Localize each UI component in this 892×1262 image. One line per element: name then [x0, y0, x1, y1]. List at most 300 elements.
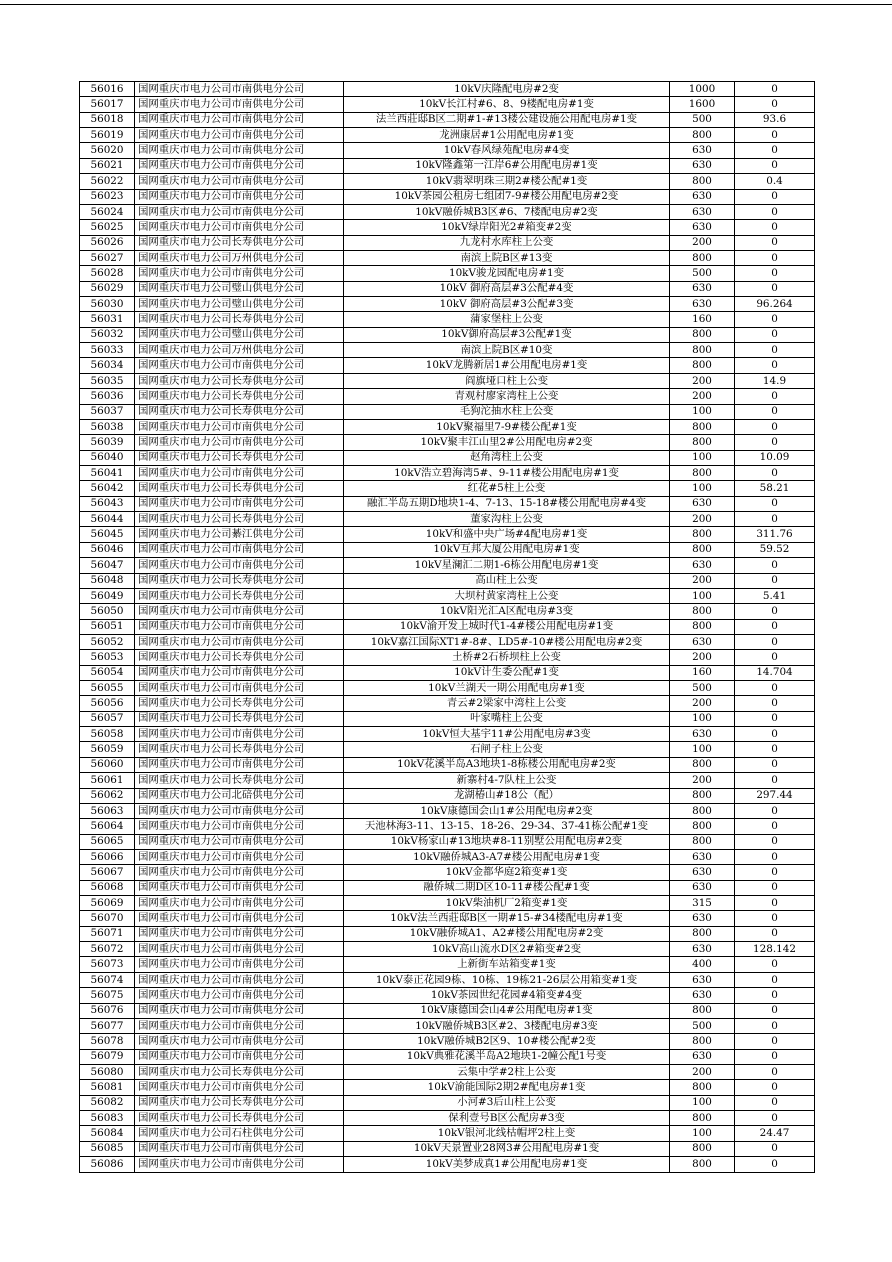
- company-cell: 国网重庆市电力公司长寿供电分公司: [135, 404, 344, 419]
- transformer-name-cell: 10kV嘉江国际XT1#-8#、LD5#-10#楼公用配电房#2变: [344, 634, 670, 649]
- transformer-name-cell: 董家沟柱上公变: [344, 512, 670, 527]
- row-id-cell: 56071: [80, 926, 135, 941]
- row-id-cell: 56019: [80, 128, 135, 143]
- company-cell: 国网重庆市电力公司市南供电分公司: [135, 1049, 344, 1064]
- row-id-cell: 56070: [80, 911, 135, 926]
- company-cell: 国网重庆市电力公司市南供电分公司: [135, 865, 344, 880]
- capacity-cell: 200: [670, 512, 735, 527]
- capacity-cell: 800: [670, 1111, 735, 1126]
- transformer-name-cell: 10kV长江村#6、8、9楼配电房#1变: [344, 97, 670, 112]
- table-row: [80, 942, 815, 957]
- capacity-cell: 800: [670, 542, 735, 557]
- capacity-cell: 630: [670, 297, 735, 312]
- capacity-cell: 160: [670, 665, 735, 680]
- table-row: [80, 1003, 815, 1018]
- transformer-name-cell: 10kV融侨城B3区#6、7楼配电房#2变: [344, 204, 670, 219]
- capacity-cell: 500: [670, 112, 735, 127]
- table-row: [80, 865, 815, 880]
- row-id-cell: 56018: [80, 112, 135, 127]
- table-row: [80, 604, 815, 619]
- company-cell: 国网重庆市电力公司市南供电分公司: [135, 358, 344, 373]
- row-id-cell: 56033: [80, 343, 135, 358]
- company-cell: 国网重庆市电力公司长寿供电分公司: [135, 373, 344, 388]
- table-row: [80, 727, 815, 742]
- company-cell: 国网重庆市电力公司市南供电分公司: [135, 665, 344, 680]
- value-cell: 0: [735, 358, 815, 373]
- value-cell: 10.09: [735, 450, 815, 465]
- transformer-name-cell: 10kV金都华庭2箱变#1变: [344, 865, 670, 880]
- row-id-cell: 56039: [80, 435, 135, 450]
- transformer-name-cell: 10kV恒大基宇11#公用配电房#3变: [344, 727, 670, 742]
- value-cell: 93.6: [735, 112, 815, 127]
- transformer-name-cell: 10kV翡翠明珠三期2#楼公配#1变: [344, 174, 670, 189]
- transformer-name-cell: 10kV 御府高层#3公配#4变: [344, 281, 670, 296]
- transformer-name-cell: 10kV融侨城B2区9、10#楼公配#2变: [344, 1034, 670, 1049]
- table-row: [80, 803, 815, 818]
- value-cell: 0: [735, 327, 815, 342]
- row-id-cell: 56086: [80, 1157, 135, 1172]
- row-id-cell: 56046: [80, 542, 135, 557]
- value-cell: 0: [735, 1157, 815, 1172]
- transformer-table: [79, 81, 815, 1173]
- value-cell: 0: [735, 681, 815, 696]
- value-cell: 0.4: [735, 174, 815, 189]
- row-id-cell: 56077: [80, 1018, 135, 1033]
- company-cell: 国网重庆市电力公司市南供电分公司: [135, 1018, 344, 1033]
- table-row: [80, 1111, 815, 1126]
- company-cell: 国网重庆市电力公司璧山供电分公司: [135, 327, 344, 342]
- table-row: [80, 819, 815, 834]
- company-cell: 国网重庆市电力公司市南供电分公司: [135, 558, 344, 573]
- company-cell: 国网重庆市电力公司市南供电分公司: [135, 204, 344, 219]
- company-cell: 国网重庆市电力公司市南供电分公司: [135, 542, 344, 557]
- capacity-cell: 500: [670, 1018, 735, 1033]
- transformer-name-cell: 青观村廖家湾柱上公变: [344, 389, 670, 404]
- transformer-name-cell: 10kV聚福里7-9#楼公配#1变: [344, 419, 670, 434]
- table-row: [80, 435, 815, 450]
- table-row: [80, 558, 815, 573]
- table-row: [80, 327, 815, 342]
- row-id-cell: 56045: [80, 527, 135, 542]
- row-id-cell: 56068: [80, 880, 135, 895]
- transformer-name-cell: 叶家嘴柱上公变: [344, 711, 670, 726]
- row-id-cell: 56043: [80, 496, 135, 511]
- transformer-name-cell: 10kV骏龙园配电房#1变: [344, 266, 670, 281]
- transformer-name-cell: 10kV美梦成真1#公用配电房#1变: [344, 1157, 670, 1172]
- company-cell: 国网重庆市电力公司长寿供电分公司: [135, 450, 344, 465]
- value-cell: 0: [735, 1034, 815, 1049]
- table-row: [80, 972, 815, 987]
- table-row: [80, 174, 815, 189]
- capacity-cell: 630: [670, 988, 735, 1003]
- capacity-cell: 630: [670, 865, 735, 880]
- capacity-cell: 800: [670, 1141, 735, 1156]
- row-id-cell: 56028: [80, 266, 135, 281]
- company-cell: 国网重庆市电力公司市南供电分公司: [135, 849, 344, 864]
- company-cell: 国网重庆市电力公司璧山供电分公司: [135, 297, 344, 312]
- row-id-cell: 56082: [80, 1095, 135, 1110]
- table-row: [80, 681, 815, 696]
- transformer-name-cell: 10kV融侨城B3区#2、3楼配电房#3变: [344, 1018, 670, 1033]
- company-cell: 国网重庆市电力公司市南供电分公司: [135, 757, 344, 772]
- transformer-name-cell: 红花#5柱上公变: [344, 481, 670, 496]
- capacity-cell: 800: [670, 435, 735, 450]
- row-id-cell: 56073: [80, 957, 135, 972]
- capacity-cell: 630: [670, 727, 735, 742]
- table-row: [80, 143, 815, 158]
- company-cell: 国网重庆市电力公司市南供电分公司: [135, 143, 344, 158]
- transformer-name-cell: 大坝村黄家湾柱上公变: [344, 588, 670, 603]
- transformer-name-cell: 10kV典雅花溪半岛A2地块1-2幢公配1号变: [344, 1049, 670, 1064]
- value-cell: 0: [735, 312, 815, 327]
- transformer-name-cell: 10kV绿岸阳光2#箱变#2变: [344, 220, 670, 235]
- value-cell: 0: [735, 634, 815, 649]
- capacity-cell: 630: [670, 204, 735, 219]
- company-cell: 国网重庆市电力公司市南供电分公司: [135, 942, 344, 957]
- table-row: [80, 389, 815, 404]
- capacity-cell: 200: [670, 573, 735, 588]
- company-cell: 国网重庆市电力公司长寿供电分公司: [135, 481, 344, 496]
- capacity-cell: 800: [670, 788, 735, 803]
- row-id-cell: 56023: [80, 189, 135, 204]
- capacity-cell: 800: [670, 1080, 735, 1095]
- transformer-name-cell: 10kV柴油机厂2箱变#1变: [344, 896, 670, 911]
- capacity-cell: 100: [670, 588, 735, 603]
- capacity-cell: 100: [670, 1095, 735, 1110]
- transformer-name-cell: 保利壹号B区公配房#3变: [344, 1111, 670, 1126]
- table-row: [80, 1126, 815, 1141]
- company-cell: 国网重庆市电力公司市南供电分公司: [135, 926, 344, 941]
- capacity-cell: 630: [670, 189, 735, 204]
- company-cell: 国网重庆市电力公司市南供电分公司: [135, 128, 344, 143]
- company-cell: 国网重庆市电力公司长寿供电分公司: [135, 773, 344, 788]
- capacity-cell: 630: [670, 911, 735, 926]
- table-row: [80, 788, 815, 803]
- row-id-cell: 56021: [80, 158, 135, 173]
- table-row: [80, 527, 815, 542]
- value-cell: 0: [735, 128, 815, 143]
- value-cell: 0: [735, 465, 815, 480]
- transformer-name-cell: 10kV茶园公租房七组团7-9#楼公用配电房#2变: [344, 189, 670, 204]
- capacity-cell: 100: [670, 404, 735, 419]
- row-id-cell: 56031: [80, 312, 135, 327]
- row-id-cell: 56040: [80, 450, 135, 465]
- table-row: [80, 849, 815, 864]
- capacity-cell: 800: [670, 174, 735, 189]
- value-cell: 0: [735, 558, 815, 573]
- company-cell: 国网重庆市电力公司市南供电分公司: [135, 957, 344, 972]
- capacity-cell: 100: [670, 711, 735, 726]
- value-cell: 0: [735, 281, 815, 296]
- capacity-cell: 1600: [670, 97, 735, 112]
- transformer-name-cell: 10kV茶园世纪花园#4箱变#4变: [344, 988, 670, 1003]
- capacity-cell: 200: [670, 650, 735, 665]
- table-row: [80, 880, 815, 895]
- capacity-cell: 100: [670, 742, 735, 757]
- capacity-cell: 500: [670, 266, 735, 281]
- capacity-cell: 800: [670, 1003, 735, 1018]
- value-cell: 0: [735, 97, 815, 112]
- company-cell: 国网重庆市电力公司市南供电分公司: [135, 189, 344, 204]
- row-id-cell: 56069: [80, 896, 135, 911]
- transformer-name-cell: 青云#2梁家中湾柱上公变: [344, 696, 670, 711]
- transformer-name-cell: 10kV银河北线枯帽坪2柱上变: [344, 1126, 670, 1141]
- table-row: [80, 588, 815, 603]
- capacity-cell: 630: [670, 143, 735, 158]
- capacity-cell: 800: [670, 419, 735, 434]
- value-cell: 24.47: [735, 1126, 815, 1141]
- table-row: [80, 204, 815, 219]
- transformer-name-cell: 10kV融侨城A1、A2#楼公用配电房#2变: [344, 926, 670, 941]
- value-cell: 0: [735, 266, 815, 281]
- capacity-cell: 800: [670, 527, 735, 542]
- value-cell: 0: [735, 711, 815, 726]
- value-cell: 0: [735, 220, 815, 235]
- value-cell: 5.41: [735, 588, 815, 603]
- transformer-name-cell: 10kV渝开发上城时代1-4#楼公用配电房#1变: [344, 619, 670, 634]
- capacity-cell: 800: [670, 757, 735, 772]
- value-cell: 58.21: [735, 481, 815, 496]
- value-cell: 0: [735, 250, 815, 265]
- transformer-name-cell: 10kV兰湖天一期公用配电房#1变: [344, 681, 670, 696]
- capacity-cell: 800: [670, 250, 735, 265]
- transformer-name-cell: 云集中学#2柱上公变: [344, 1065, 670, 1080]
- capacity-cell: 630: [670, 634, 735, 649]
- capacity-cell: 200: [670, 373, 735, 388]
- table-row: [80, 696, 815, 711]
- value-cell: 0: [735, 926, 815, 941]
- row-id-cell: 56074: [80, 972, 135, 987]
- capacity-cell: 630: [670, 220, 735, 235]
- company-cell: 国网重庆市电力公司万州供电分公司: [135, 250, 344, 265]
- company-cell: 国网重庆市电力公司市南供电分公司: [135, 1003, 344, 1018]
- row-id-cell: 56027: [80, 250, 135, 265]
- table-body: [80, 82, 815, 1173]
- row-id-cell: 56053: [80, 650, 135, 665]
- company-cell: 国网重庆市电力公司长寿供电分公司: [135, 1065, 344, 1080]
- capacity-cell: 200: [670, 235, 735, 250]
- table-row: [80, 266, 815, 281]
- table-row: [80, 773, 815, 788]
- row-id-cell: 56017: [80, 97, 135, 112]
- company-cell: 国网重庆市电力公司綦江供电分公司: [135, 527, 344, 542]
- row-id-cell: 56035: [80, 373, 135, 388]
- company-cell: 国网重庆市电力公司市南供电分公司: [135, 819, 344, 834]
- company-cell: 国网重庆市电力公司市南供电分公司: [135, 1034, 344, 1049]
- row-id-cell: 56064: [80, 819, 135, 834]
- transformer-name-cell: 南滨上院B区#13变: [344, 250, 670, 265]
- transformer-name-cell: 10kV星澜汇二期1-6栋公用配电房#1变: [344, 558, 670, 573]
- row-id-cell: 56044: [80, 512, 135, 527]
- transformer-name-cell: 10kV渝能国际2期2#配电房#1变: [344, 1080, 670, 1095]
- transformer-name-cell: 10kV法兰西莊邸B区一期#15-#34楼配电房#1变: [344, 911, 670, 926]
- row-id-cell: 56047: [80, 558, 135, 573]
- row-id-cell: 56066: [80, 849, 135, 864]
- transformer-name-cell: 10kV隆鑫第一江岸6#公用配电房#1变: [344, 158, 670, 173]
- value-cell: 0: [735, 773, 815, 788]
- company-cell: 国网重庆市电力公司市南供电分公司: [135, 220, 344, 235]
- value-cell: 0: [735, 82, 815, 97]
- transformer-name-cell: 10kV计生委公配#1变: [344, 665, 670, 680]
- table-row: [80, 1141, 815, 1156]
- table-row: [80, 250, 815, 265]
- capacity-cell: 200: [670, 773, 735, 788]
- value-cell: 0: [735, 757, 815, 772]
- company-cell: 国网重庆市电力公司万州供电分公司: [135, 343, 344, 358]
- row-id-cell: 56055: [80, 681, 135, 696]
- company-cell: 国网重庆市电力公司长寿供电分公司: [135, 1111, 344, 1126]
- transformer-name-cell: 南滨上院B区#10变: [344, 343, 670, 358]
- capacity-cell: 800: [670, 465, 735, 480]
- table-row: [80, 1049, 815, 1064]
- company-cell: 国网重庆市电力公司市南供电分公司: [135, 419, 344, 434]
- capacity-cell: 800: [670, 604, 735, 619]
- row-id-cell: 56080: [80, 1065, 135, 1080]
- capacity-cell: 800: [670, 343, 735, 358]
- transformer-name-cell: 石闸子柱上公变: [344, 742, 670, 757]
- value-cell: 128.142: [735, 942, 815, 957]
- value-cell: 0: [735, 1018, 815, 1033]
- company-cell: 国网重庆市电力公司长寿供电分公司: [135, 389, 344, 404]
- value-cell: 0: [735, 404, 815, 419]
- row-id-cell: 56022: [80, 174, 135, 189]
- company-cell: 国网重庆市电力公司长寿供电分公司: [135, 512, 344, 527]
- table-row: [80, 1065, 815, 1080]
- transformer-name-cell: 蒲家堡柱上公变: [344, 312, 670, 327]
- value-cell: 0: [735, 419, 815, 434]
- value-cell: 0: [735, 604, 815, 619]
- row-id-cell: 56038: [80, 419, 135, 434]
- table-row: [80, 312, 815, 327]
- capacity-cell: 800: [670, 926, 735, 941]
- capacity-cell: 800: [670, 803, 735, 818]
- value-cell: 0: [735, 650, 815, 665]
- value-cell: 0: [735, 1049, 815, 1064]
- value-cell: 0: [735, 911, 815, 926]
- value-cell: 0: [735, 496, 815, 511]
- company-cell: 国网重庆市电力公司市南供电分公司: [135, 82, 344, 97]
- value-cell: 96.264: [735, 297, 815, 312]
- company-cell: 国网重庆市电力公司长寿供电分公司: [135, 573, 344, 588]
- row-id-cell: 56078: [80, 1034, 135, 1049]
- table-row: [80, 358, 815, 373]
- table-row: [80, 97, 815, 112]
- row-id-cell: 56024: [80, 204, 135, 219]
- table-row: [80, 742, 815, 757]
- capacity-cell: 800: [670, 834, 735, 849]
- table-row: [80, 911, 815, 926]
- transformer-name-cell: 法兰西莊邸B区二期#1-#13楼公建设施公用配电房#1变: [344, 112, 670, 127]
- row-id-cell: 56058: [80, 727, 135, 742]
- row-id-cell: 56034: [80, 358, 135, 373]
- table-row: [80, 1157, 815, 1172]
- value-cell: 0: [735, 1141, 815, 1156]
- value-cell: 0: [735, 512, 815, 527]
- transformer-name-cell: 高山柱上公变: [344, 573, 670, 588]
- row-id-cell: 56067: [80, 865, 135, 880]
- company-cell: 国网重庆市电力公司市南供电分公司: [135, 911, 344, 926]
- value-cell: 0: [735, 189, 815, 204]
- table-row: [80, 235, 815, 250]
- company-cell: 国网重庆市电力公司长寿供电分公司: [135, 650, 344, 665]
- table-row: [80, 297, 815, 312]
- transformer-name-cell: 龙湖椿山#18公（配）: [344, 788, 670, 803]
- row-id-cell: 56075: [80, 988, 135, 1003]
- row-id-cell: 56026: [80, 235, 135, 250]
- value-cell: 0: [735, 143, 815, 158]
- row-id-cell: 56083: [80, 1111, 135, 1126]
- transformer-name-cell: 阎旗垭口柱上公变: [344, 373, 670, 388]
- table-row: [80, 373, 815, 388]
- transformer-name-cell: 10kV泰正花园9栋、10栋、19栋21-26层公用箱变#1变: [344, 972, 670, 987]
- table-row: [80, 619, 815, 634]
- page-top-rule: [0, 4, 892, 5]
- row-id-cell: 56052: [80, 634, 135, 649]
- transformer-name-cell: 天池林海3-11、13-15、18-26、29-34、37-41栋公配#1变: [344, 819, 670, 834]
- row-id-cell: 56062: [80, 788, 135, 803]
- transformer-name-cell: 九龙村水库柱上公变: [344, 235, 670, 250]
- table-row: [80, 112, 815, 127]
- transformer-name-cell: 融侨城二期D区10-11#楼公配#1变: [344, 880, 670, 895]
- company-cell: 国网重庆市电力公司长寿供电分公司: [135, 696, 344, 711]
- capacity-cell: 160: [670, 312, 735, 327]
- row-id-cell: 56049: [80, 588, 135, 603]
- transformer-name-cell: 10kV康德国会山4#公用配电房#1变: [344, 1003, 670, 1018]
- capacity-cell: 200: [670, 696, 735, 711]
- capacity-cell: 800: [670, 327, 735, 342]
- row-id-cell: 56057: [80, 711, 135, 726]
- value-cell: 0: [735, 849, 815, 864]
- row-id-cell: 56029: [80, 281, 135, 296]
- value-cell: 14.704: [735, 665, 815, 680]
- company-cell: 国网重庆市电力公司北碚供电分公司: [135, 788, 344, 803]
- value-cell: 0: [735, 343, 815, 358]
- transformer-name-cell: 10kV庆隆配电房#2变: [344, 82, 670, 97]
- row-id-cell: 56020: [80, 143, 135, 158]
- table-row: [80, 573, 815, 588]
- value-cell: 0: [735, 896, 815, 911]
- company-cell: 国网重庆市电力公司市南供电分公司: [135, 803, 344, 818]
- row-id-cell: 56056: [80, 696, 135, 711]
- table-row: [80, 1018, 815, 1033]
- value-cell: 0: [735, 1080, 815, 1095]
- table-row: [80, 542, 815, 557]
- capacity-cell: 630: [670, 880, 735, 895]
- transformer-name-cell: 小河#3后山柱上公变: [344, 1095, 670, 1110]
- value-cell: 0: [735, 1065, 815, 1080]
- value-cell: 0: [735, 204, 815, 219]
- row-id-cell: 56072: [80, 942, 135, 957]
- value-cell: 0: [735, 158, 815, 173]
- company-cell: 国网重庆市电力公司市南供电分公司: [135, 681, 344, 696]
- company-cell: 国网重庆市电力公司市南供电分公司: [135, 97, 344, 112]
- table-row: [80, 82, 815, 97]
- row-id-cell: 56081: [80, 1080, 135, 1095]
- capacity-cell: 630: [670, 158, 735, 173]
- value-cell: 59.52: [735, 542, 815, 557]
- capacity-cell: 630: [670, 558, 735, 573]
- row-id-cell: 56065: [80, 834, 135, 849]
- row-id-cell: 56085: [80, 1141, 135, 1156]
- capacity-cell: 630: [670, 1049, 735, 1064]
- capacity-cell: 800: [670, 619, 735, 634]
- company-cell: 国网重庆市电力公司璧山供电分公司: [135, 281, 344, 296]
- transformer-name-cell: 10kV融侨城A3-A7#楼公用配电房#1变: [344, 849, 670, 864]
- company-cell: 国网重庆市电力公司市南供电分公司: [135, 988, 344, 1003]
- company-cell: 国网重庆市电力公司市南供电分公司: [135, 1141, 344, 1156]
- transformer-name-cell: 10kV天景置业28网3#公用配电房#1变: [344, 1141, 670, 1156]
- table-row: [80, 343, 815, 358]
